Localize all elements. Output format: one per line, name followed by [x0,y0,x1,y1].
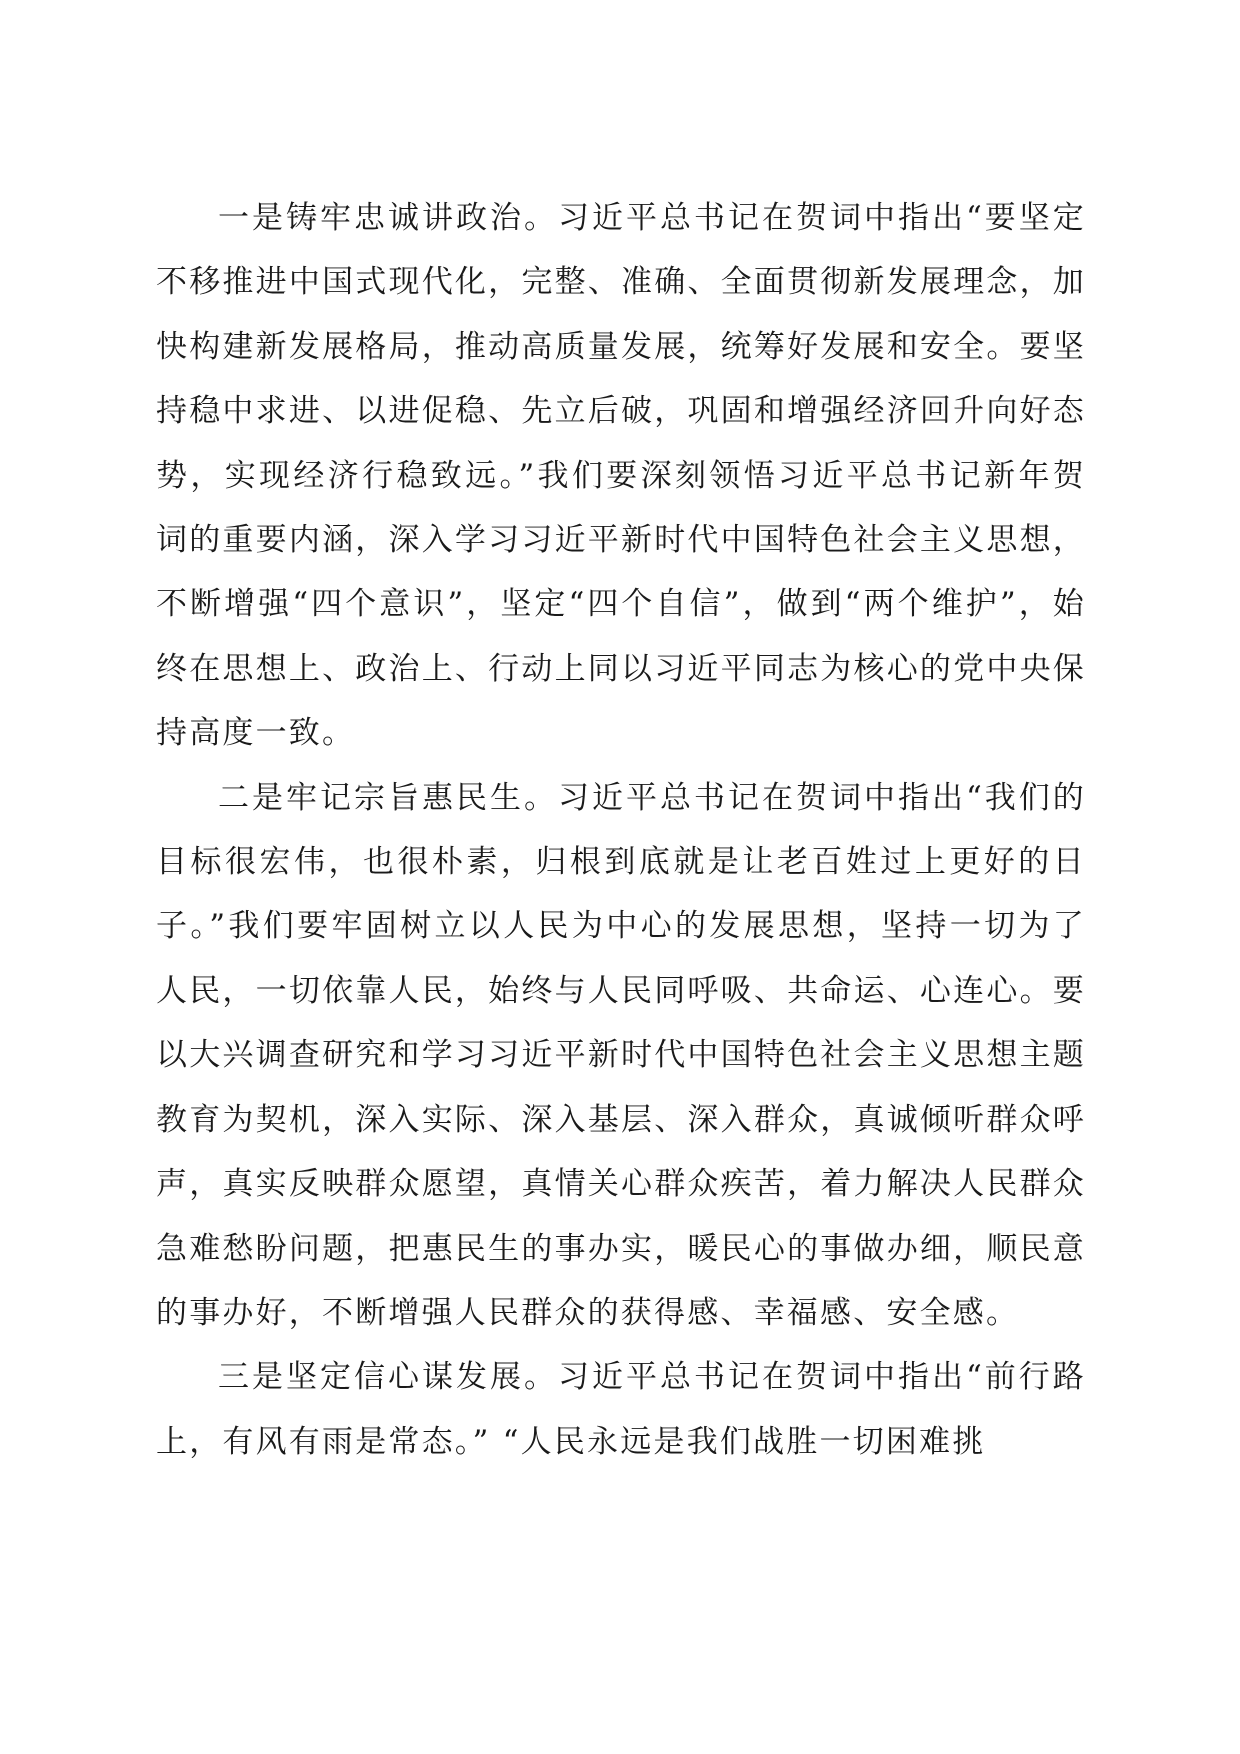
paragraph-loyalty-politics [156,186,1086,766]
paragraph-lead-heading: 三是坚定信心谋发展。 [218,1359,558,1396]
paragraph-lead-heading: 二是牢记宗旨惠民生。 [218,779,558,816]
paragraph-lead-heading: 一是铸牢忠诚讲政治。 [218,200,558,236]
paragraph-text: 习近平总书记在贺词中指出“前行路上，有风有雨是常态。” “人民永远是我们战胜一切困难挑 [156,1359,1087,1460]
paragraph-text: 习近平总书记在贺词中指出“要坚定不移推进中国式现代化，完整、准确、全面贯彻新发展理念，加快构建新发展格局，推动高质量发展，统筹好发展和安全。要坚持稳中求进、以进促稳、先立后破，巩固和增强经济回升向好态势，实现经济行稳致远。”我们要深刻领悟习近平总书记新年贺词的重要内涵，深入学习习近平新时代中国特色社会主义思想，不断增强“四个意识”，坚定“四个自信”，做到“两个维护”，始终在思想上、政治上、行动上同以习近平同志为核心的党中央保持高度一致。 [156,200,1087,752]
paragraph-confidence-development [156,1345,1086,1474]
paragraph-people-livelihood [156,766,1086,1346]
document-body [156,186,1086,1474]
paragraph-text: 习近平总书记在贺词中指出“我们的目标很宏伟，也很朴素，归根到底就是让老百姓过上更好的日子。”我们要牢固树立以人民为中心的发展思想，坚持一切为了人民，一切依靠人民，始终与人民同呼吸、共命运、心连心。要以大兴调查研究和学习习近平新时代中国特色社会主义思想主题教育为契机，深入实际、深入基层、深入群众，真诚倾听群众呼声，真实反映群众愿望，真情关心群众疾苦，着力解决人民群众急难愁盼问题，把惠民生的事办实，暖民心的事做办细，顺民意的事办好，不断增强人民群众的获得感、幸福感、安全感。 [156,779,1087,1331]
